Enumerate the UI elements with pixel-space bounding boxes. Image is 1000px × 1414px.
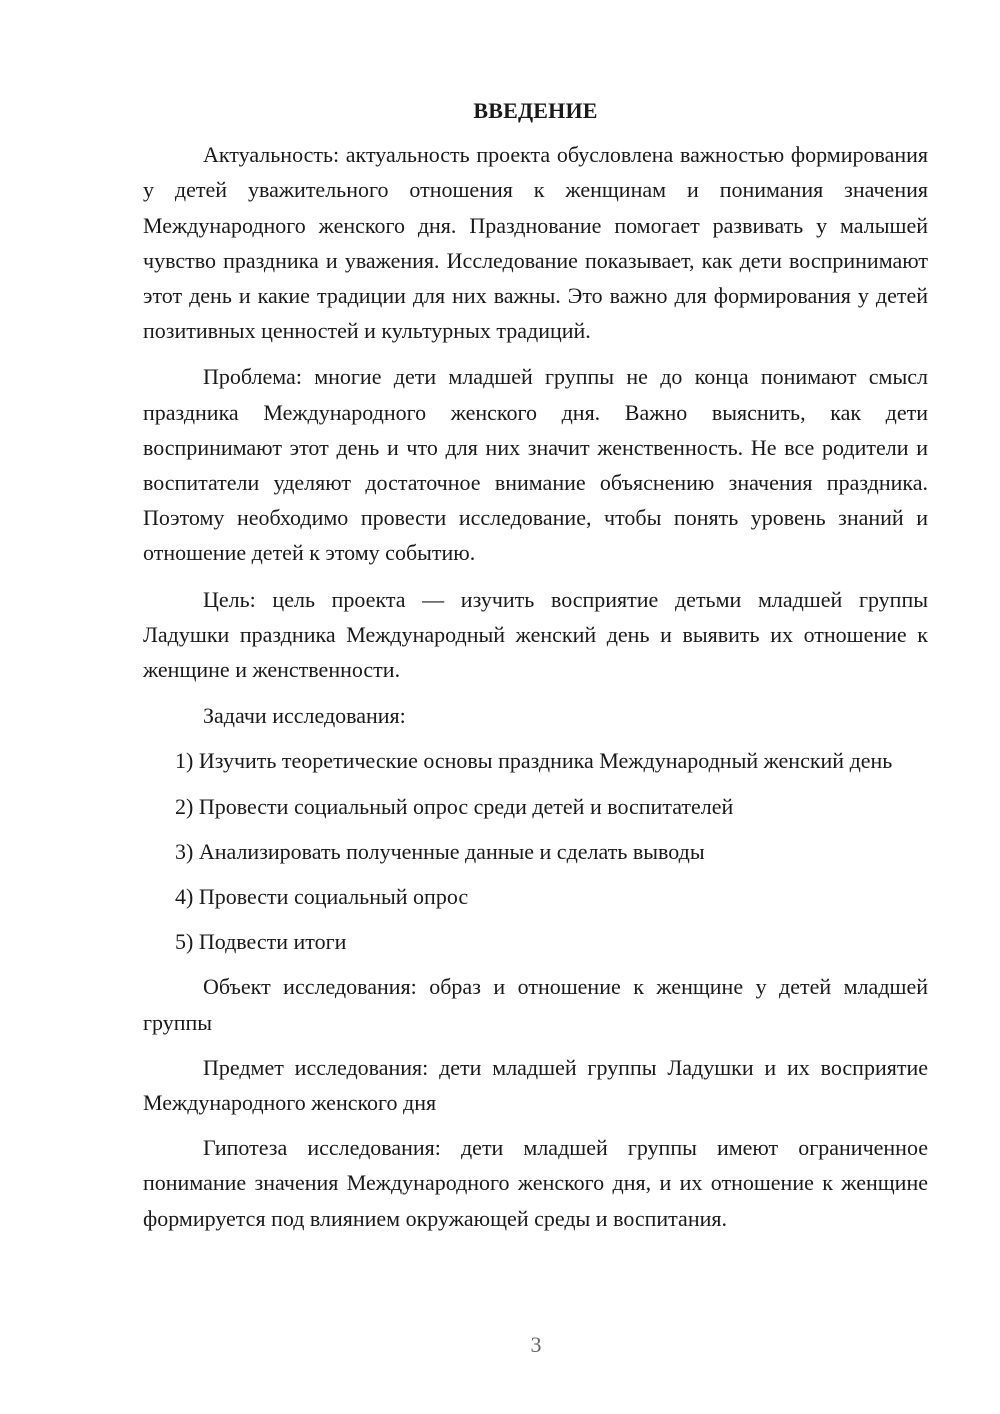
relevance-paragraph: Актуальность: актуальность проекта обусловлена важностью формирования у детей уважительного отношения к женщинам и понимания значения Международного женского дня. Празднование помогает развивать у малышей чувство праздника и уважения. Исследование показывает, как дети воспринимают этот день и какие традиции для них важны. Это важно для формирования у детей позитивных ценностей и культурных традиций. [143, 142, 928, 344]
page-title: ВВЕДЕНИЕ [473, 98, 598, 123]
goal-paragraph: Цель: цель проекта — изучить восприятие детьми младшей группы Ладушки праздника Международный женский день и выявить их отношение к женщине и женственности. [143, 586, 928, 683]
object-paragraph: Объект исследования: образ и отношение к женщине у детей младшей группы [143, 974, 928, 1035]
problem-paragraph: Проблема: многие дети младшей группы не до конца понимают смысл праздника Международного женского дня. Важно выяснить, как дети воспринимают этот день и что для них значит женственность. Не все родители и воспитатели уделяют достаточное внимание объяснению значения праздника. Поэтому необходимо провести исследование, чтобы понять уровень знаний и отношение детей к этому событию. [143, 364, 928, 566]
page-content [143, 93, 928, 1246]
tasks-heading: Задачи исследования: [203, 703, 406, 729]
task-item: 4) Провести социальный опрос [175, 884, 469, 910]
page-number: 3 [530, 1332, 542, 1357]
task-item: 2) Провести социальный опрос среди детей и воспитателей [175, 793, 734, 819]
task-item: 5) Подвести итоги [175, 929, 347, 955]
task-item: 3) Анализировать полученные данные и сделать выводы [175, 838, 705, 864]
subject-paragraph: Предмет исследования: дети младшей группы Ладушки и их восприятие Международного женского дня [143, 1054, 928, 1116]
task-item: 1) Изучить теоретические основы праздника Международный женский день [175, 748, 893, 774]
hypothesis-paragraph: Гипотеза исследования: дети младшей группы имеют ограниченное понимание значения Международного женского дня, и их отношение к женщине формируется под влиянием окружающей среды и воспитания. [143, 1135, 928, 1231]
tasks-list [143, 743, 928, 959]
